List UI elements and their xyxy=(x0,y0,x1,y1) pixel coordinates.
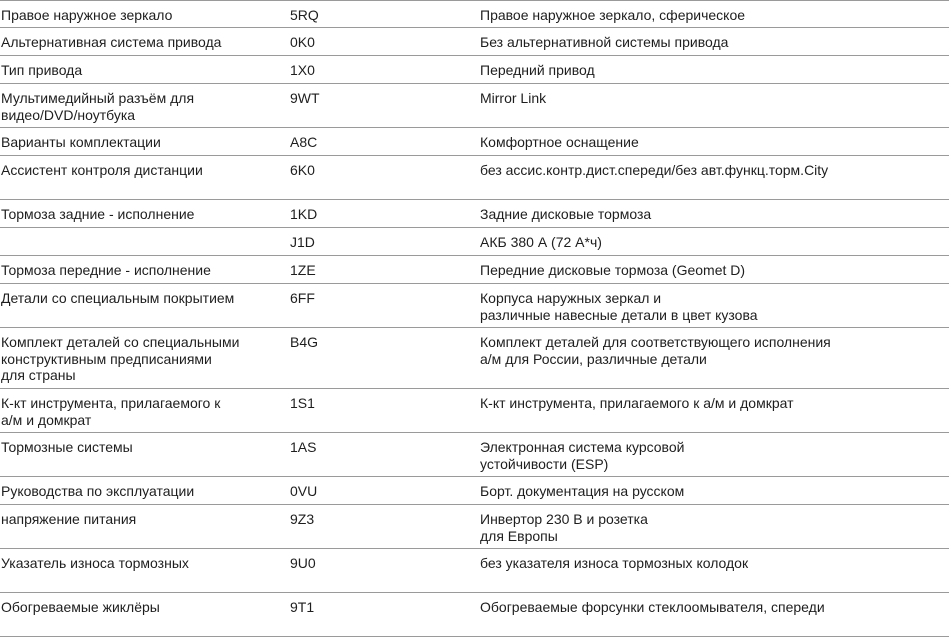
table-row xyxy=(0,28,949,56)
table-row xyxy=(0,156,949,200)
option-code: 1S1 xyxy=(290,395,315,411)
option-value: АКБ 380 А (72 А*ч) xyxy=(480,234,602,250)
option-name: Мультимедийный разъём для видео/DVD/ноутбука xyxy=(1,90,195,123)
option-value: Инвертор 230 В и розетка для Европы xyxy=(480,511,648,544)
option-code: 6K0 xyxy=(290,162,315,178)
option-code: 0K0 xyxy=(290,34,315,50)
table-row xyxy=(0,549,949,593)
option-value: без указателя износа тормозных колодок xyxy=(480,555,749,571)
table-row xyxy=(0,593,949,637)
option-name: Тормоза передние - исполнение xyxy=(1,262,211,278)
table-row xyxy=(0,389,949,433)
option-value: Правое наружное зеркало, сферическое xyxy=(480,7,746,23)
option-value: Mirror Link xyxy=(480,90,547,106)
option-value: без ассис.контр.дист.спереди/без авт.функц.торм.City xyxy=(480,162,829,178)
option-value: Комфортное оснащение xyxy=(480,134,639,150)
option-value: Борт. документация на русском xyxy=(480,483,685,499)
option-name: Руководства по эксплуатации xyxy=(1,483,195,499)
option-code: J1D xyxy=(290,234,315,250)
option-code: 6FF xyxy=(290,290,315,306)
option-name: Комплект деталей со специальными конструктивным предписаниями для страны xyxy=(1,334,240,383)
option-name: Указатель износа тормозных xyxy=(1,555,189,571)
option-code: 1ZE xyxy=(290,262,316,278)
option-name: Ассистент контроля дистанции xyxy=(1,162,203,178)
table-row xyxy=(0,433,949,477)
option-name: напряжение питания xyxy=(1,511,137,527)
option-value: Передние дисковые тормоза (Geomet D) xyxy=(480,262,746,278)
table-row xyxy=(0,128,949,156)
option-name: Обогреваемые жиклёры xyxy=(1,599,160,615)
table-row xyxy=(0,505,949,549)
option-value: Электронная система курсовой устойчивости (ESP) xyxy=(480,439,685,472)
option-value: Обогреваемые форсунки стеклоомывателя, спереди xyxy=(480,599,825,615)
option-code: 0VU xyxy=(290,483,318,499)
option-name: Тип привода xyxy=(1,62,83,78)
option-code: 9Z3 xyxy=(290,511,315,527)
option-name: К-кт инструмента, прилагаемого к а/м и домкрат xyxy=(1,395,221,428)
table-row xyxy=(0,256,949,284)
table-row xyxy=(0,56,949,84)
option-value: Корпуса наружных зеркал и различные навесные детали в цвет кузова xyxy=(480,290,758,323)
table-row xyxy=(0,200,949,228)
option-name: Варианты комплектации xyxy=(1,134,161,150)
option-code: A8C xyxy=(290,134,318,150)
option-code: B4G xyxy=(290,334,319,350)
option-value: Комплект деталей для соответствующего исполнения а/м для России, различные детали xyxy=(480,334,831,367)
option-code: 5RQ xyxy=(290,7,319,23)
table-row xyxy=(0,84,949,128)
table-row xyxy=(0,477,949,505)
option-code: 9U0 xyxy=(290,555,316,571)
option-code: 1X0 xyxy=(290,62,315,78)
table-row xyxy=(0,228,949,256)
option-code: 9T1 xyxy=(290,599,315,615)
option-value: Задние дисковые тормоза xyxy=(480,206,652,222)
option-name: Правое наружное зеркало xyxy=(1,7,173,23)
option-code: 1KD xyxy=(290,206,318,222)
option-value: Передний привод xyxy=(480,62,595,78)
option-code: 9WT xyxy=(290,90,320,106)
option-name: Детали со специальным покрытием xyxy=(1,290,235,306)
option-value: Без альтернативной системы привода xyxy=(480,34,729,50)
table-row xyxy=(0,284,949,328)
option-code: 1AS xyxy=(290,439,317,455)
option-value: К-кт инструмента, прилагаемого к а/м и домкрат xyxy=(480,395,794,411)
option-name: Альтернативная система привода xyxy=(1,34,222,50)
option-name: Тормоза задние - исполнение xyxy=(1,206,195,222)
option-name: Тормозные системы xyxy=(1,439,133,455)
table-row xyxy=(0,0,949,28)
table-row xyxy=(0,328,949,389)
